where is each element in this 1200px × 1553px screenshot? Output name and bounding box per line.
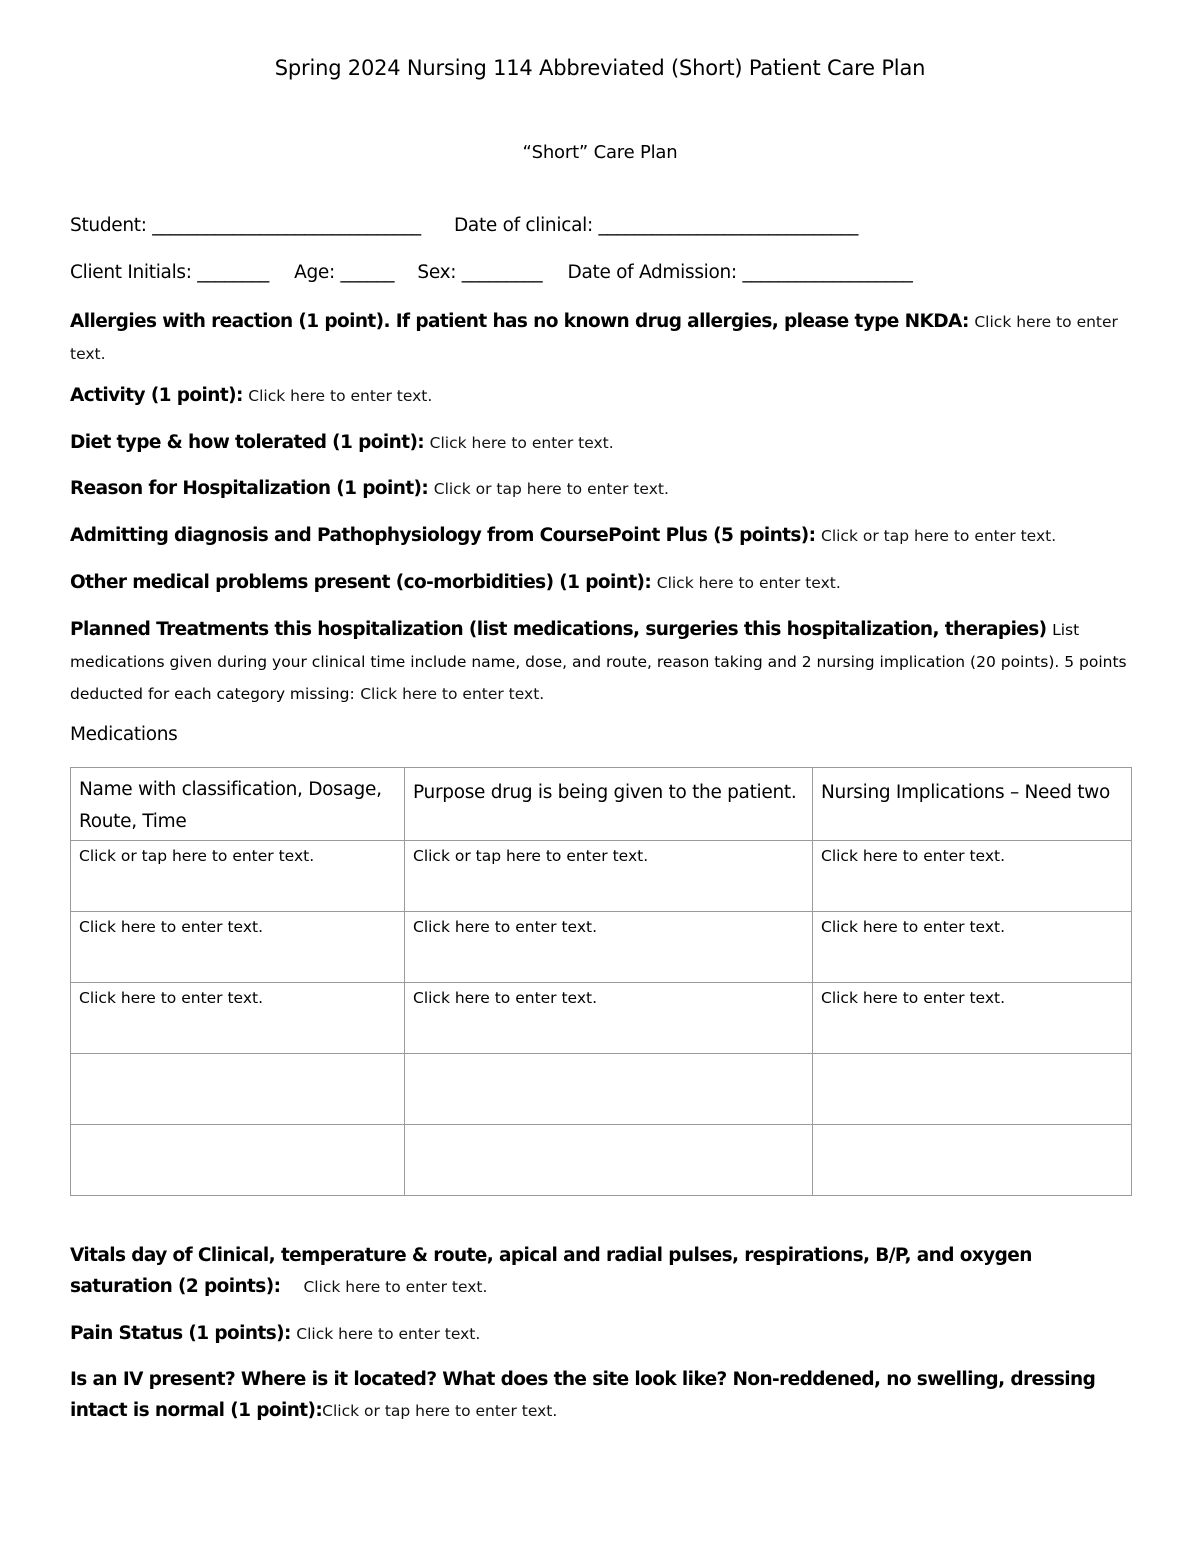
allergies-label: Allergies with reaction (1 point). If patient has no known drug allergies, please type NKDA: [70,311,969,332]
client-initials-field[interactable]: ________ [197,262,269,283]
medications-heading: Medications [70,724,178,745]
column-header [405,768,813,841]
other-problems-input[interactable]: Click here to enter text. [656,574,841,592]
medications-table [70,767,1132,1196]
column-header-name: Name with classification, Dosage, Route, Time [79,779,382,832]
sex-field[interactable]: _________ [461,262,543,283]
table-cell[interactable] [405,1125,813,1196]
table-cell[interactable] [405,1054,813,1125]
other-problems-label: Other medical problems present (co-morbidities) (1 point): [70,572,652,593]
table-cell[interactable] [405,841,813,912]
planned-treatments-section [70,614,1130,710]
pain-input[interactable]: Click here to enter text. [296,1325,481,1343]
cell-input[interactable]: Click here to enter text. [79,989,263,1007]
pain-section [70,1318,1130,1350]
cell-input[interactable]: Click or tap here to enter text. [79,847,315,865]
column-header [813,768,1132,841]
column-header [71,768,405,841]
activity-section [70,380,1130,412]
date-of-admission-label: Date of Admission: [567,262,737,283]
table-row [71,841,1132,912]
date-of-clinical-label: Date of clinical: [453,215,593,236]
client-initials-label: Client Initials: [70,262,192,283]
column-header-purpose: Purpose drug is being given to the patient. [413,782,797,803]
table-header-row [71,768,1132,841]
diet-section [70,427,1130,459]
client-info-line [70,262,913,283]
date-of-admission-field[interactable]: ___________________ [742,262,913,283]
age-label: Age: [294,262,335,283]
table-row [71,1125,1132,1196]
table-cell[interactable] [405,912,813,983]
cell-input[interactable]: Click here to enter text. [413,989,597,1007]
column-header-implications: Nursing Implications – Need two [821,782,1111,803]
admitting-input[interactable]: Click or tap here to enter text. [821,527,1057,545]
diet-label: Diet type & how tolerated (1 point): [70,432,425,453]
cell-input[interactable]: Click here to enter text. [79,918,263,936]
activity-label: Activity (1 point): [70,385,243,406]
table-row [71,983,1132,1054]
student-line [70,215,858,236]
table-cell[interactable] [813,1054,1132,1125]
reason-section [70,473,1130,505]
table-cell[interactable] [71,841,405,912]
admitting-label: Admitting diagnosis and Pathophysiology from CoursePoint Plus (5 points): [70,525,816,546]
table-row [71,1054,1132,1125]
table-cell[interactable] [813,841,1132,912]
iv-section [70,1364,1130,1427]
reason-input[interactable]: Click or tap here to enter text. [433,480,669,498]
table-cell[interactable] [71,983,405,1054]
vitals-section [70,1240,1130,1303]
table-cell[interactable] [813,983,1132,1054]
iv-input[interactable]: Click or tap here to enter text. [322,1402,558,1420]
cell-input[interactable]: Click here to enter text. [413,918,597,936]
table-cell[interactable] [813,912,1132,983]
allergies-section [70,306,1130,370]
student-label: Student: [70,215,147,236]
table-cell[interactable] [71,912,405,983]
pain-label: Pain Status (1 points): [70,1323,291,1344]
planned-treatments-instructions: List medications given during your clinical time include name, dose, and route, reason taking and 2 nursing implication (20 points). 5 points deducted for each category missing: [70,621,1127,703]
sex-label: Sex: [417,262,457,283]
other-problems-section [70,567,1130,599]
diet-input[interactable]: Click here to enter text. [429,434,614,452]
cell-input[interactable]: Click or tap here to enter text. [413,847,649,865]
cell-input[interactable]: Click here to enter text. [821,989,1005,1007]
vitals-label: Vitals day of Clinical, temperature & route, apical and radial pulses, respirations, B/P, and oxygen saturation (2 points): [70,1245,1032,1297]
date-of-clinical-field[interactable]: _____________________________ [598,215,859,236]
cell-input[interactable]: Click here to enter text. [821,918,1005,936]
age-field[interactable]: ______ [340,262,395,283]
planned-treatments-label: Planned Treatments this hospitalization (list medications, surgeries this hospitalization, therapies) [70,619,1047,640]
page-title: Spring 2024 Nursing 114 Abbreviated (Short) Patient Care Plan [274,56,926,80]
activity-input[interactable]: Click here to enter text. [248,387,433,405]
student-field[interactable]: ______________________________ [152,215,421,236]
planned-treatments-input[interactable]: Click here to enter text. [360,685,545,703]
cell-input[interactable]: Click here to enter text. [821,847,1005,865]
table-cell[interactable] [405,983,813,1054]
iv-label: Is an IV present? Where is it located? What does the site look like? Non-reddened, no swelling, dressing intact is normal (1 point): [70,1369,1096,1421]
table-cell[interactable] [71,1125,405,1196]
table-cell[interactable] [813,1125,1132,1196]
reason-label: Reason for Hospitalization (1 point): [70,478,429,499]
allergies-input[interactable]: Click here to enter text. [70,313,1118,363]
table-cell[interactable] [71,1054,405,1125]
admitting-section [70,520,1130,552]
page-subtitle: “Short” Care Plan [522,142,678,163]
table-row [71,912,1132,983]
vitals-input[interactable]: Click here to enter text. [303,1278,488,1296]
